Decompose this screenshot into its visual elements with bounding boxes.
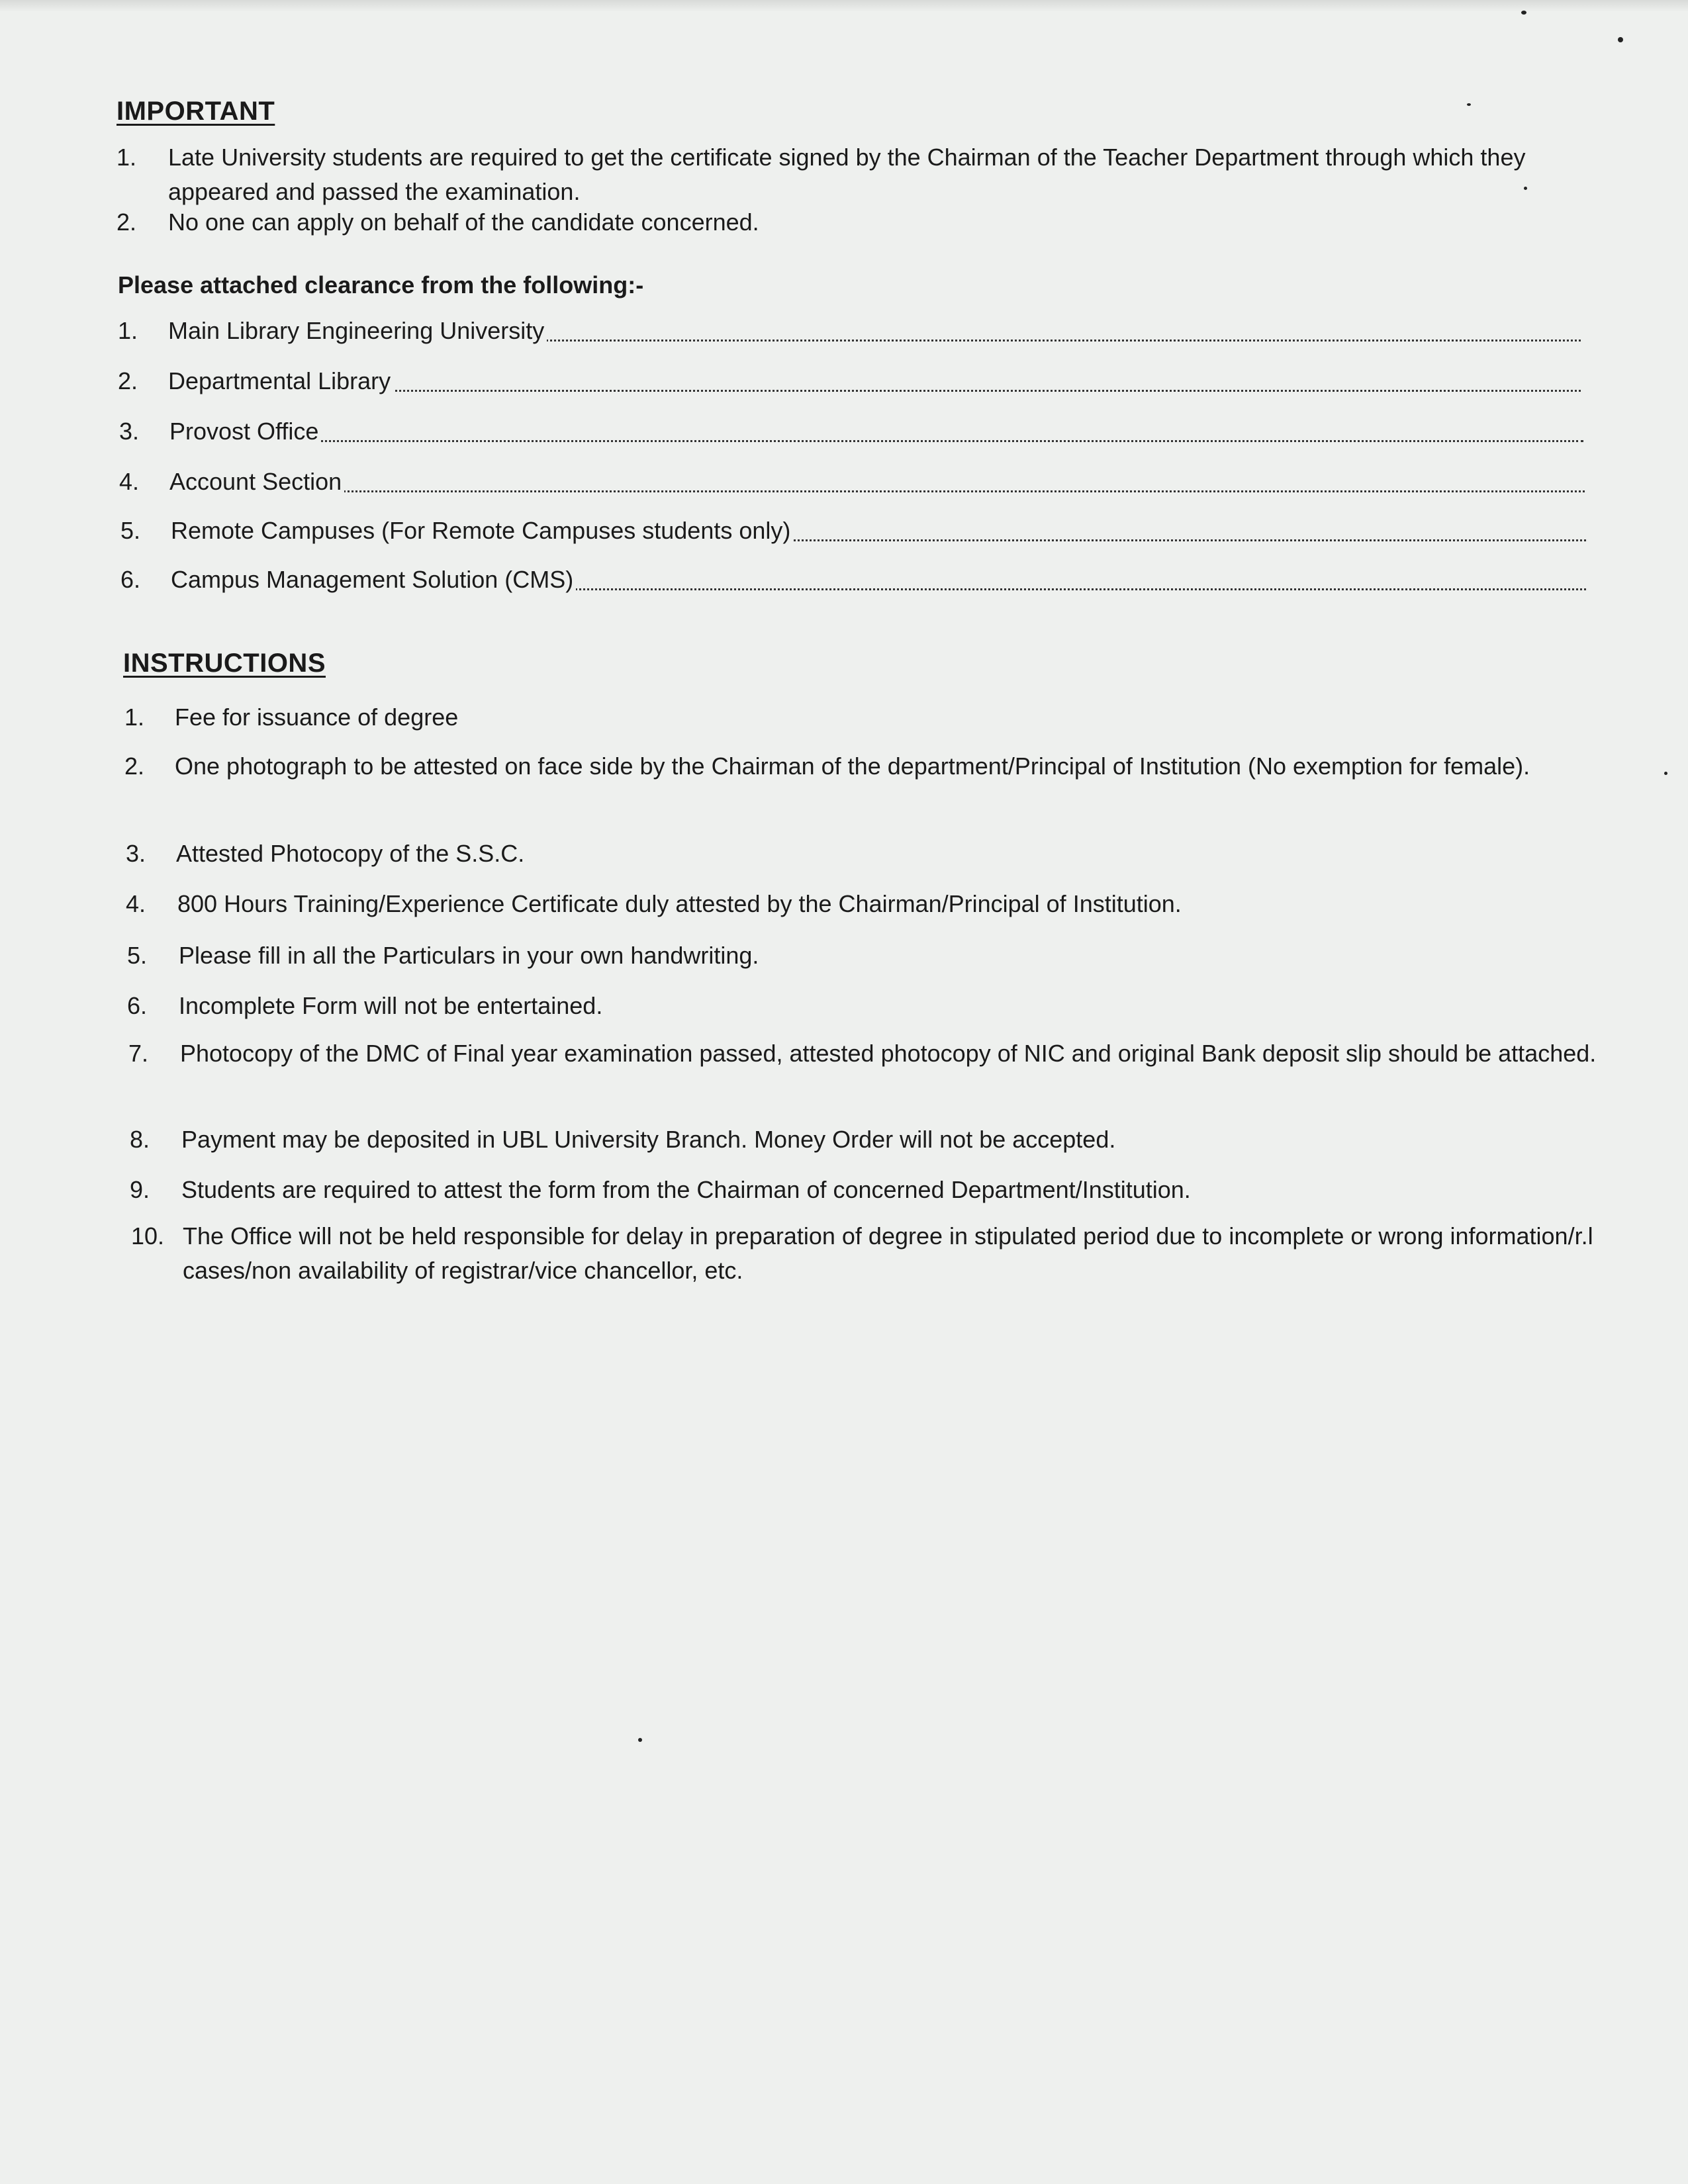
clearance-item-label: Campus Management Solution (CMS)	[171, 563, 576, 597]
instruction-item-number: 9.	[130, 1176, 150, 1203]
clearance-signature-line	[169, 490, 1585, 492]
instruction-item	[130, 1122, 1599, 1157]
important-item-text: No one can apply on behalf of the candidate concerned.	[168, 208, 759, 236]
scan-speck	[1521, 11, 1526, 15]
important-item-number: 2.	[117, 208, 137, 236]
instruction-item	[124, 700, 1594, 735]
scan-speck	[638, 1738, 642, 1742]
clearance-item	[118, 364, 1581, 398]
instruction-item-text: Please fill in all the Particulars in your own handwriting.	[179, 942, 759, 969]
scan-speck	[1524, 187, 1527, 190]
clearance-item-number: 3.	[119, 418, 140, 445]
instruction-item	[127, 989, 1597, 1023]
important-heading: IMPORTANT	[117, 97, 275, 126]
instruction-item-number: 5.	[127, 942, 148, 969]
clearance-item-label: Remote Campuses (For Remote Campuses students only)	[171, 514, 793, 548]
instruction-item	[126, 837, 1595, 871]
important-item-number: 1.	[117, 144, 137, 171]
instructions-heading: INSTRUCTIONS	[123, 649, 326, 678]
instruction-item	[130, 1173, 1599, 1207]
instruction-item	[131, 1219, 1601, 1288]
instruction-item-number: 3.	[126, 840, 146, 867]
instruction-item-number: 2.	[124, 752, 145, 780]
instruction-item-number: 7.	[128, 1040, 149, 1067]
instruction-item-number: 8.	[130, 1126, 150, 1153]
scan-speck	[1618, 37, 1623, 42]
clearance-item-number: 1.	[118, 317, 138, 344]
instruction-item	[124, 749, 1594, 818]
instruction-item-text: Students are required to attest the form from the Chairman of concerned Department/Institution.	[181, 1176, 1191, 1203]
scan-speck	[1664, 772, 1667, 775]
instruction-item-text: Attested Photocopy of the S.S.C.	[176, 840, 525, 867]
instruction-item	[126, 887, 1595, 921]
instruction-item-number: 6.	[127, 992, 148, 1019]
instruction-item-number: 1.	[124, 704, 145, 731]
clearance-signature-line	[169, 440, 1583, 442]
clearance-item-number: 4.	[119, 468, 140, 495]
instruction-item	[127, 938, 1597, 973]
instruction-item-number: 10.	[131, 1222, 165, 1250]
clearance-item-label: Departmental Library	[168, 364, 393, 398]
clearance-item-label: Provost Office	[169, 414, 321, 449]
instruction-item-text: Incomplete Form will not be entertained.	[179, 992, 603, 1019]
clearance-item	[119, 465, 1585, 499]
instruction-item-text: One photograph to be attested on face side by the Chairman of the department/Principal of Institution (No exemption for female).	[175, 752, 1530, 780]
instruction-item-number: 4.	[126, 890, 146, 917]
clearance-item-label: Main Library Engineering University	[168, 314, 547, 348]
important-item-text: Late University students are required to get the certificate signed by the Chairman of the Teacher Department through which they appeared and passed the examination.	[168, 144, 1526, 205]
clearance-item-number: 5.	[120, 517, 141, 544]
scan-edge-shadow	[0, 0, 1688, 12]
clearance-item	[120, 514, 1586, 548]
clearance-item	[120, 563, 1586, 597]
instruction-item-text: Fee for issuance of degree	[175, 704, 459, 731]
clearance-item	[119, 414, 1583, 449]
instruction-item-text: Photocopy of the DMC of Final year examination passed, attested photocopy of NIC and original Bank deposit slip should be attached.	[180, 1040, 1597, 1067]
clearance-item-number: 2.	[118, 367, 138, 394]
clearance-item	[118, 314, 1581, 348]
clearance-item-label: Account Section	[169, 465, 344, 499]
instruction-item	[128, 1036, 1598, 1105]
instruction-item-text: The Office will not be held responsible for delay in preparation of degree in stipulated period due to incomplete or wrong information/r.l cases/non availability of registrar/vice chancellor, etc.	[183, 1222, 1593, 1284]
important-item	[117, 140, 1593, 209]
clearance-item-number: 6.	[120, 566, 141, 593]
scan-speck	[1467, 103, 1471, 106]
instruction-item-text: 800 Hours Training/Experience Certificate duly attested by the Chairman/Principal of Institution.	[177, 890, 1182, 917]
clearance-heading: Please attached clearance from the following:-	[118, 271, 644, 298]
instruction-item-text: Payment may be deposited in UBL University Branch. Money Order will not be accepted.	[181, 1126, 1116, 1153]
important-item	[117, 205, 1593, 240]
